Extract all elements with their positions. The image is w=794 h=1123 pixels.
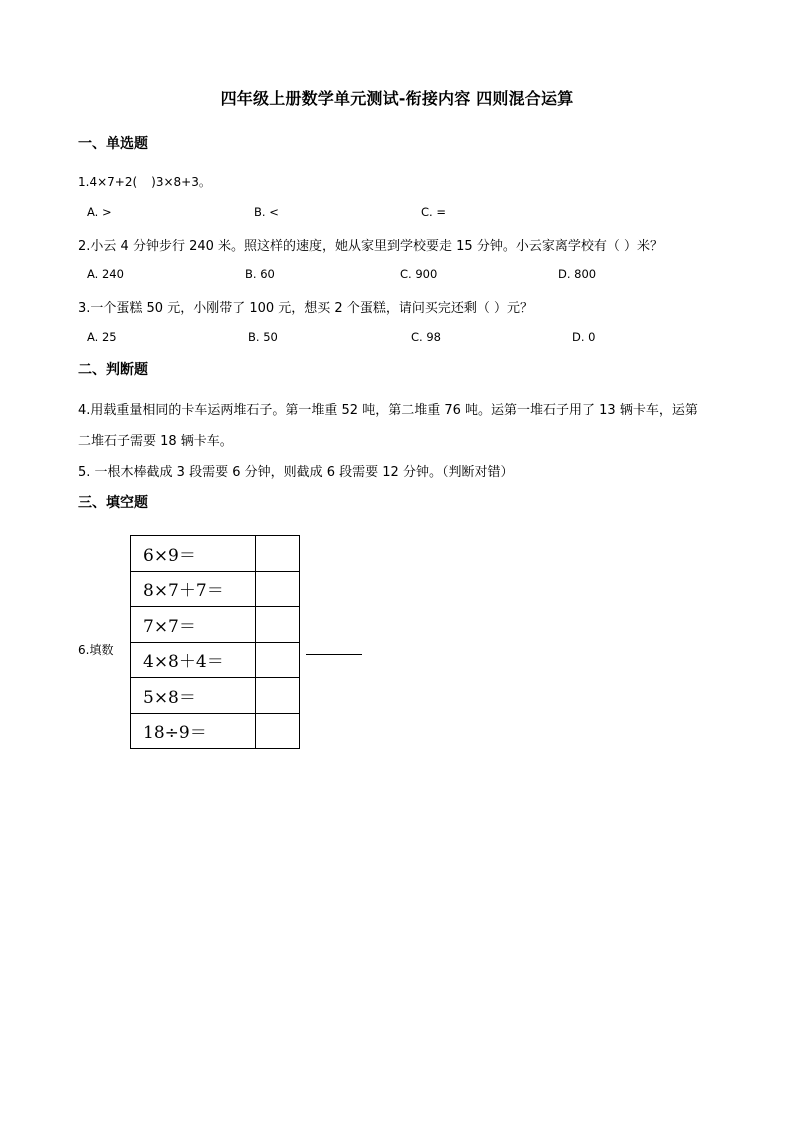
question-5: 5. 一根木棒截成 3 段需要 6 分钟，则截成 6 段需要 12 分钟。（判断对错）: [78, 465, 514, 480]
expression-cell: 6×9＝: [131, 536, 256, 572]
table-row: [131, 642, 300, 678]
table-row: [131, 713, 300, 749]
question-6-label: 6.填数: [78, 643, 114, 657]
question-2-option-d[interactable]: D. 800: [558, 267, 597, 281]
question-3: 3.一个蛋糕 50 元，小刚带了 100 元，想买 2 个蛋糕，请问买完还剩（ ）元？: [78, 301, 533, 316]
expression-cell: 18÷9＝: [131, 713, 256, 749]
answer-cell[interactable]: [256, 642, 300, 678]
answer-cell[interactable]: [256, 536, 300, 572]
section-heading-fill-in: 三、填空题: [78, 495, 148, 511]
question-3-option-b[interactable]: B. 50: [248, 330, 278, 344]
question-3-option-a[interactable]: A. 25: [87, 330, 117, 344]
answer-cell[interactable]: [256, 678, 300, 714]
question-4-line-2: 二堆石子需要 18 辆卡车。: [78, 434, 233, 449]
question-2: 2.小云 4 分钟步行 240 米。照这样的速度，她从家里到学校要走 15 分钟。小云家离学校有（ ）米？: [78, 239, 663, 254]
table-row: [131, 536, 300, 572]
page-title: 四年级上册数学单元测试-衔接内容 四则混合运算: [220, 89, 574, 108]
section-heading-true-false: 二、判断题: [78, 362, 148, 378]
question-4-line-1: 4.用载重量相同的卡车运两堆石子。第一堆重 52 吨，第二堆重 76 吨。运第一堆石子用了 13 辆卡车，运第: [78, 403, 698, 418]
question-1-option-c[interactable]: C. =: [421, 205, 446, 219]
question-2-option-c[interactable]: C. 900: [400, 267, 438, 281]
expression-cell: 8×7＋7＝: [131, 571, 256, 607]
question-3-option-c[interactable]: C. 98: [411, 330, 441, 344]
question-1-text-a: 1.4×7+2(: [78, 175, 138, 189]
answer-cell[interactable]: [256, 571, 300, 607]
question-1-option-a[interactable]: A. >: [87, 205, 112, 219]
table-row: [131, 678, 300, 714]
answer-cell[interactable]: [256, 607, 300, 643]
expression-cell: 5×8＝: [131, 678, 256, 714]
expression-cell: 7×7＝: [131, 607, 256, 643]
question-1-option-b[interactable]: B. <: [254, 205, 279, 219]
question-1: [78, 173, 211, 190]
expression-cell: 4×8＋4＝: [131, 642, 256, 678]
answer-cell[interactable]: [256, 713, 300, 749]
section-heading-single-choice: 一、单选题: [78, 136, 148, 152]
table-row: [131, 607, 300, 643]
fill-in-table: [130, 535, 300, 749]
table-row: [131, 571, 300, 607]
question-3-option-d[interactable]: D. 0: [572, 330, 596, 344]
question-2-option-b[interactable]: B. 60: [245, 267, 275, 281]
question-1-text-b: )3×8+3。: [151, 175, 211, 189]
question-6-answer-line[interactable]: [306, 654, 362, 655]
question-2-option-a[interactable]: A. 240: [87, 267, 124, 281]
